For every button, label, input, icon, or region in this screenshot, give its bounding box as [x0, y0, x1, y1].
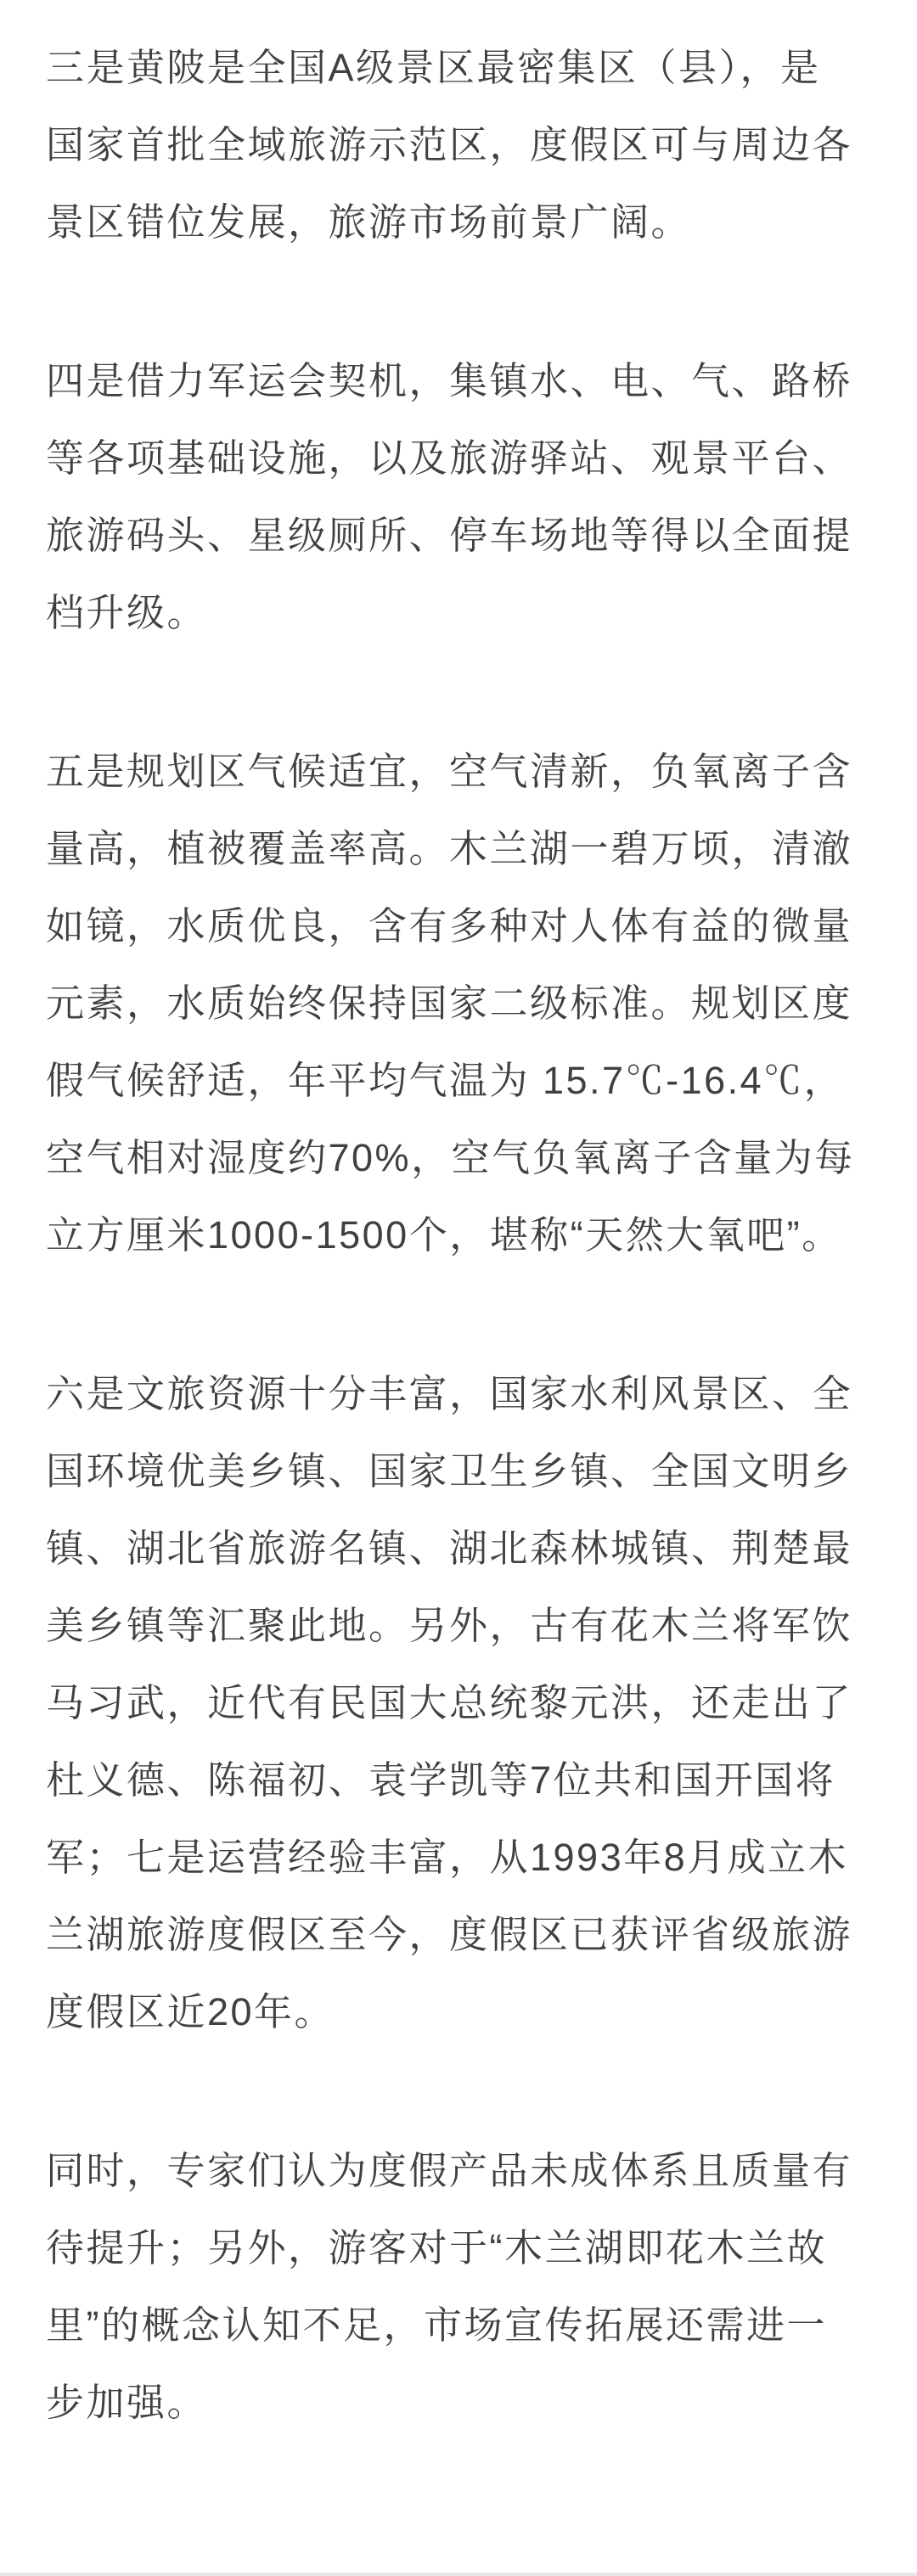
paragraph-5 — [46, 2132, 875, 2441]
paragraph-4 — [46, 1355, 875, 2050]
text-line: 杜义德、陈福初、袁学凯等7位共和国开国将 — [46, 1758, 836, 1802]
paragraph-3 — [46, 733, 875, 1274]
text-line: 旅游码头、星级厕所、停车场地等得以全面提 — [46, 514, 853, 557]
text-line: 量高，植被覆盖率高。木兰湖一碧万顷，清澈 — [46, 827, 853, 870]
text-line: 六是文旅资源十分丰富，国家水利风景区、全 — [46, 1372, 853, 1415]
text-line: 五是规划区气候适宜，空气清新，负氧离子含 — [46, 750, 853, 793]
text-line: 假气候舒适，年平均气温为 15.7℃-16.4℃， — [46, 1059, 845, 1102]
text-line: 度假区近20年。 — [46, 1990, 335, 2033]
text-line: 同时，专家们认为度假产品未成体系且质量有 — [46, 2149, 853, 2192]
text-line: 国家首批全域旅游示范区，度假区可与周边各 — [46, 123, 853, 166]
text-line: 元素，水质始终保持国家二级标准。规划区度 — [46, 981, 853, 1025]
text-line: 四是借力军运会契机，集镇水、电、气、路桥 — [46, 359, 853, 402]
text-line: 立方厘米1000-1500个，堪称“天然大氧吧”。 — [46, 1213, 842, 1257]
text-line: 美乡镇等汇聚此地。另外，古有花木兰将军饮 — [46, 1604, 853, 1647]
text-line: 里”的概念认知不足，市场宣传拓展还需进一 — [46, 2303, 827, 2347]
text-line: 军；七是运营经验丰富，从1993年8月成立木 — [46, 1836, 849, 1879]
text-line: 空气相对湿度约70%，空气负氧离子含量为每 — [46, 1136, 855, 1179]
bottom-divider — [0, 2573, 917, 2576]
text-line: 等各项基础设施，以及旅游驿站、观景平台、 — [46, 436, 853, 480]
text-line: 国环境优美乡镇、国家卫生乡镇、全国文明乡 — [46, 1449, 853, 1493]
text-line: 三是黄陂是全国A级景区最密集区（县），是 — [46, 46, 821, 89]
text-line: 待提升；另外，游客对于“木兰湖即花木兰故 — [46, 2226, 827, 2269]
paragraph-2 — [46, 342, 875, 651]
text-line: 如镜，水质优良，含有多种对人体有益的微量 — [46, 904, 853, 948]
text-line: 档升级。 — [46, 591, 208, 634]
text-line: 兰湖旅游度假区至今，度假区已获评省级旅游 — [46, 1913, 853, 1956]
text-line: 镇、湖北省旅游名镇、湖北森林城镇、荆楚最 — [46, 1527, 853, 1570]
text-line: 马习武，近代有民国大总统黎元洪，还走出了 — [46, 1681, 853, 1724]
text-line: 景区错位发展，旅游市场前景广阔。 — [46, 200, 692, 244]
text-line: 步加强。 — [46, 2381, 208, 2424]
paragraph-1 — [46, 29, 875, 261]
